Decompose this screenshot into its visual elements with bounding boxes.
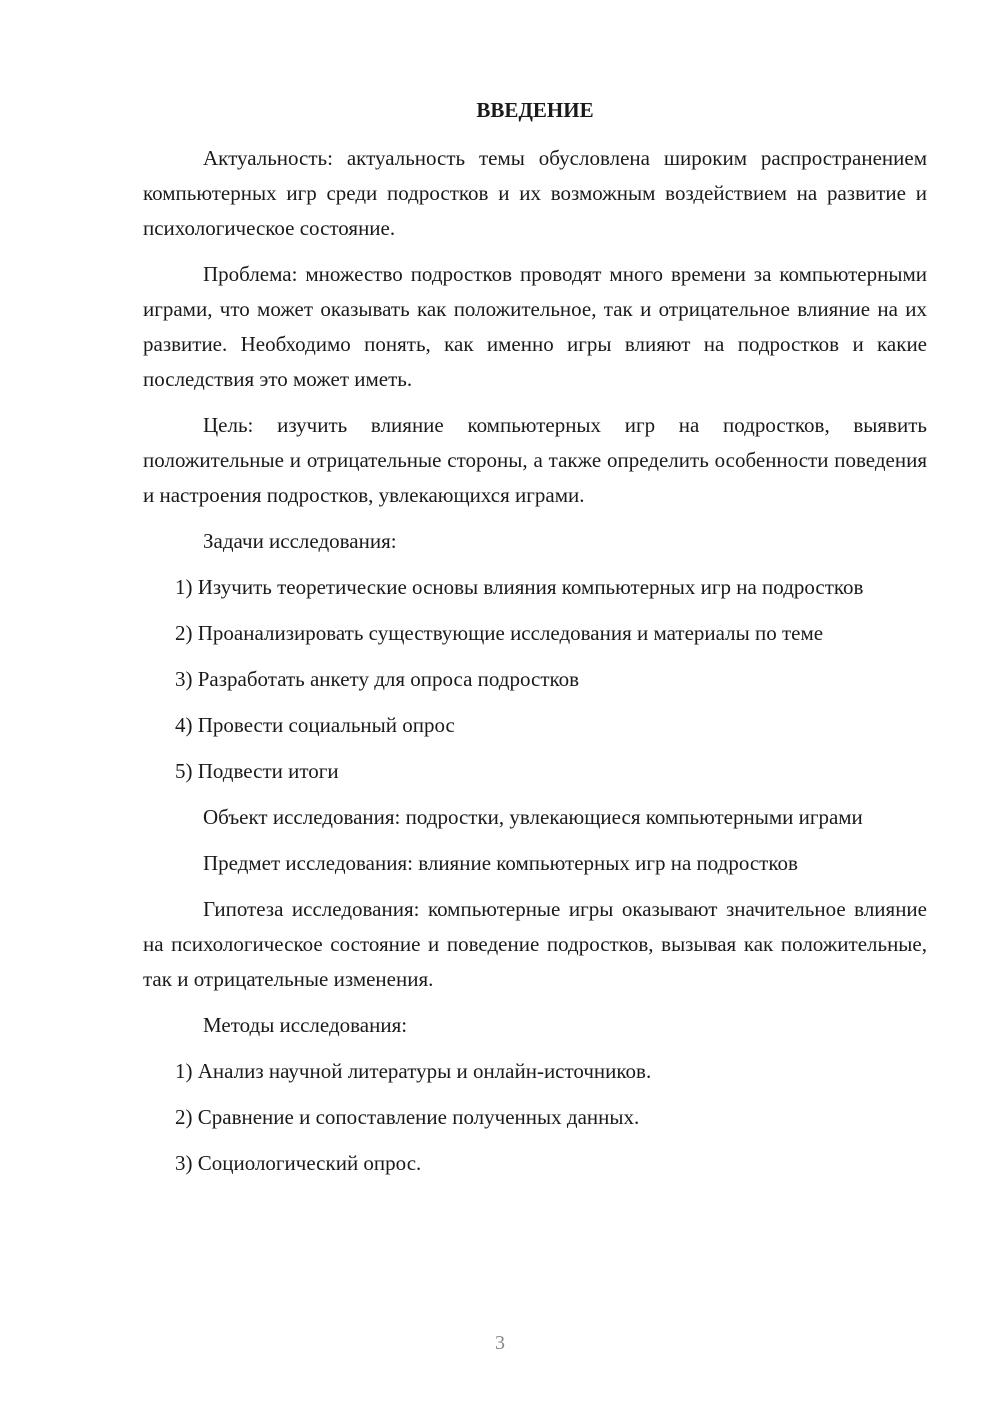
- task-item: 1) Изучить теоретические основы влияния компьютерных игр на подростков: [175, 575, 864, 599]
- relevance-paragraph: Актуальность: актуальность темы обусловлена широким распространением компьютерных игр среди подростков и их возможным воздействием на развитие и психологическое состояние.: [143, 146, 927, 240]
- method-item: 1) Анализ научной литературы и онлайн-источников.: [175, 1059, 652, 1083]
- goal-paragraph: Цель: изучить влияние компьютерных игр на подростков, выявить положительные и отрицательные стороны, а также определить особенности поведения и настроения подростков, увлекающихся играми.: [143, 413, 927, 507]
- document-body: [143, 93, 927, 1192]
- tasks-heading: Задачи исследования:: [203, 529, 397, 553]
- task-item: 4) Провести социальный опрос: [175, 713, 455, 737]
- methods-heading: Методы исследования:: [203, 1013, 408, 1037]
- hypothesis-paragraph: Гипотеза исследования: компьютерные игры оказывают значительное влияние на психологическое состояние и поведение подростков, вызывая как положительные, так и отрицательные изменения.: [143, 897, 927, 991]
- page-number: 3: [495, 1332, 505, 1354]
- subject-paragraph: Предмет исследования: влияние компьютерных игр на подростков: [203, 851, 798, 875]
- problem-paragraph: Проблема: множество подростков проводят много времени за компьютерными играми, что может оказывать как положительное, так и отрицательное влияние на их развитие. Необходимо понять, как именно игры влияют на подростков и какие последствия это может иметь.: [143, 262, 927, 391]
- task-item: 5) Подвести итоги: [175, 759, 339, 783]
- method-item: 3) Социологический опрос.: [175, 1151, 422, 1175]
- task-item: 3) Разработать анкету для опроса подростков: [175, 667, 580, 691]
- object-paragraph: Объект исследования: подростки, увлекающиеся компьютерными играми: [203, 805, 863, 829]
- task-item: 2) Проанализировать существующие исследования и материалы по теме: [175, 621, 824, 645]
- page-title: ВВЕДЕНИЕ: [476, 98, 594, 122]
- method-item: 2) Сравнение и сопоставление полученных данных.: [175, 1105, 640, 1129]
